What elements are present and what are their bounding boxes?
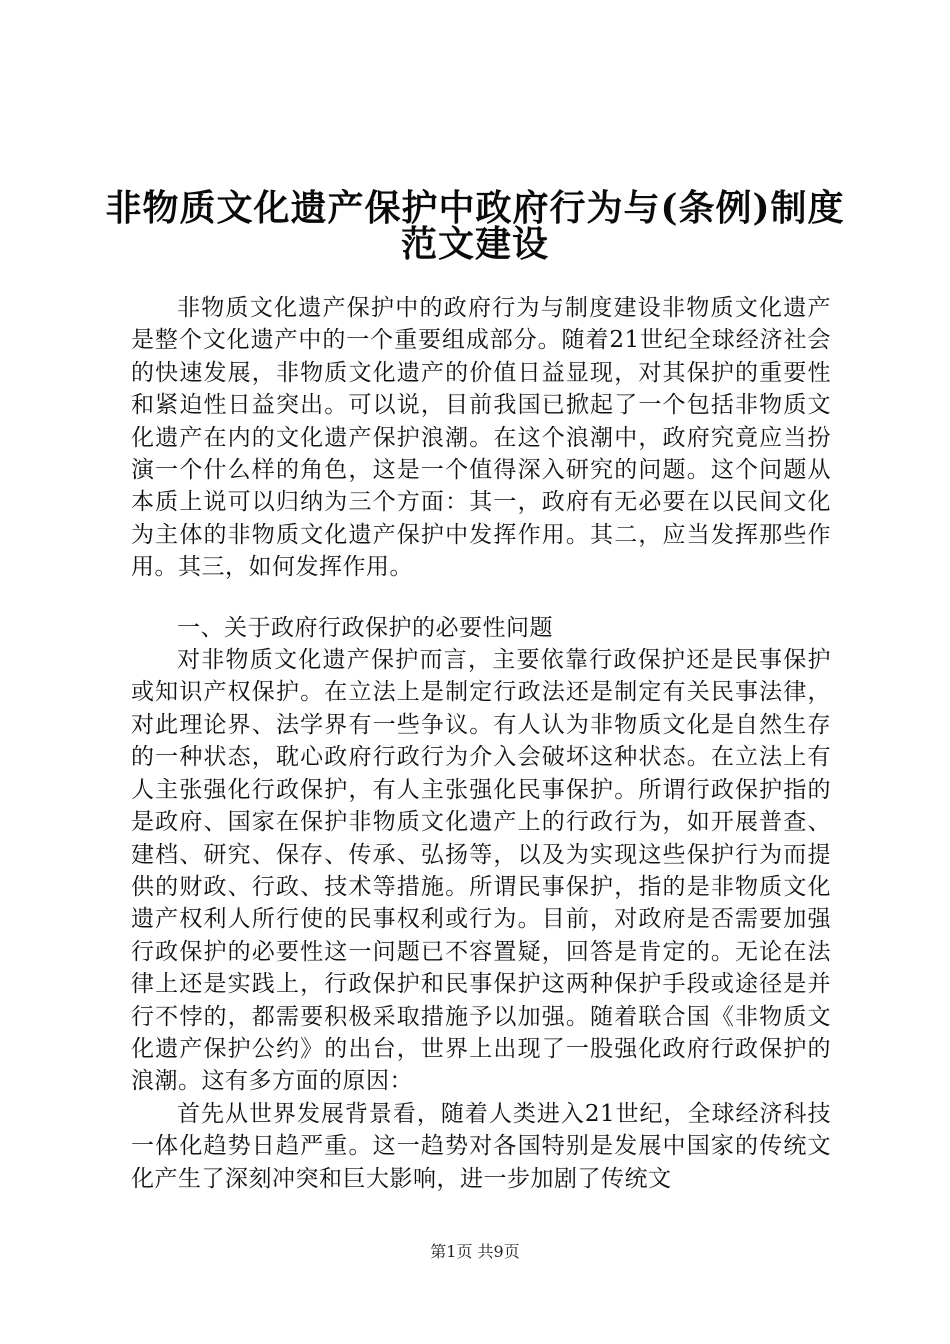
section-heading: 一、关于政府行政保护的必要性问题: [177, 614, 553, 641]
paragraph-intro: 非物质文化遗产保护中的政府行为与制度建设非物质文化遗产是整个文化遗产中的一个重要组成部分。随着21世纪全球经济社会的快速发展，非物质文化遗产的价值日益显现，对其保护的重要性和紧迫性日益突出。可以说，目前我国已掀起了一个包括非物质文化遗产在内的文化遗产保护浪潮。在这个浪潮中，政府究竟应当扮演一个什么样的角色，这是一个值得深入研究的问题。这个问题从本质上说可以归纳为三个方面：其一，政府有无必要在以民间文化为主体的非物质文化遗产保护中发挥作用。其二，应当发挥那些作用。其三，如何发挥作用。: [131, 295, 831, 581]
paragraph-background: 首先从世界发展背景看，随着人类进入21世纪，全球经济科技一体化趋势日趋严重。这一趋势对各国特别是发展中国家的传统文化产生了深刻冲突和巨大影响，进一步加剧了传统文: [131, 1100, 831, 1192]
paragraph-necessity: 对非物质文化遗产保护而言，主要依靠行政保护还是民事保护或知识产权保护。在立法上是制定行政法还是制定有关民事法律，对此理论界、法学界有一些争议。有人认为非物质文化是自然生存的一种状态，耽心政府行政行为介入会破坏这种状态。在立法上有人主张强化行政保护，有人主张强化民事保护。所谓行政保护指的是政府、国家在保护非物质文化遗产上的行政行为，如开展普查、建档、研究、保存、传承、弘扬等，以及为实现这些保护行为而提供的财政、行政、技术等措施。所谓民事保护，指的是非物质文化遗产权利人所行使的民事权利或行为。目前，对政府是否需要加强行政保护的必要性这一问题已不容置疑，回答是肯定的。无论在法律上还是实践上，行政保护和民事保护这两种保护手段或途径是并行不悖的，都需要积极采取措施予以加强。随着联合国《非物质文化遗产保护公约》的出台，世界上出现了一股强化政府行政保护的浪潮。这有多方面的原因：: [131, 647, 831, 1095]
document-body: [131, 292, 831, 1195]
document-title-line2: 范文建设: [400, 223, 549, 265]
page-footer: 第1页 共9页: [430, 1242, 520, 1261]
document-title-line1: 非物质文化遗产保护中政府行为与(条例)制度: [105, 187, 845, 229]
